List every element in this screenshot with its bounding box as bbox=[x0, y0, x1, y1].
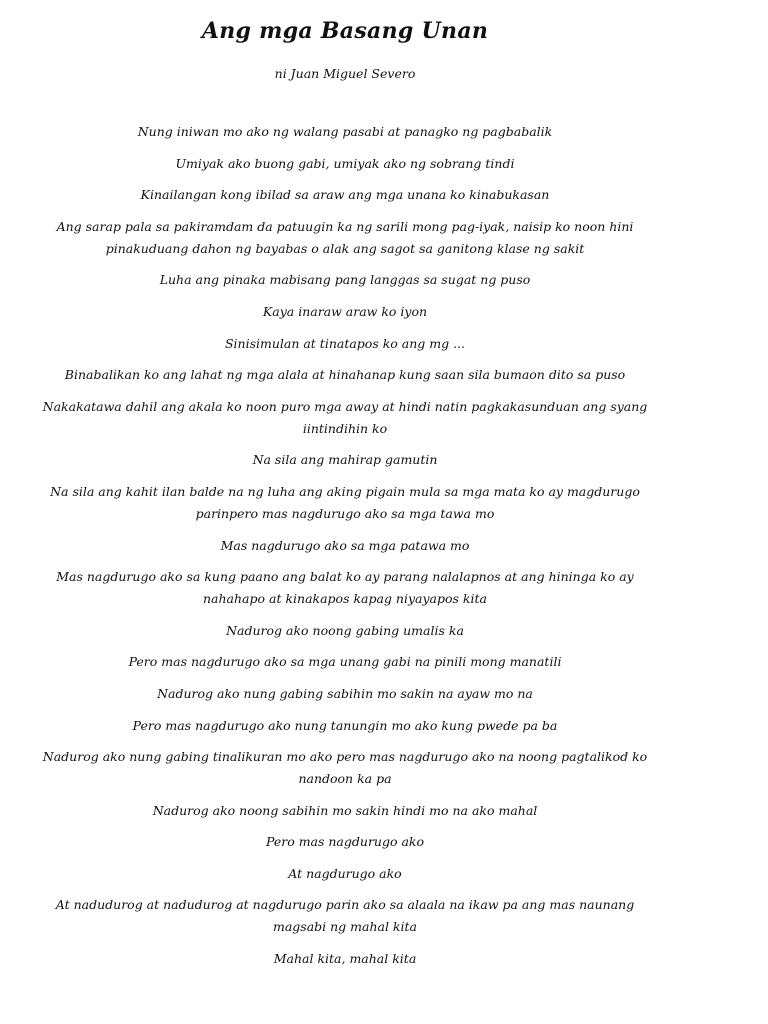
poem-line: Kinailangan kong ibilad sa araw ang mga unana ko kinabukasan bbox=[140, 187, 550, 203]
poem-line: Nung iniwan mo ako ng walang pasabi at panagko ng pagbabalik bbox=[137, 124, 553, 139]
poem-line: Nakakatawa dahil ang akala ko noon puro mga away at hindi natin pagkakasunduan ang syang iintindihin ko bbox=[42, 398, 648, 436]
poem-line: Mas nagdurugo ako sa kung paano ang balat ko ay parang nalalapnos at ang hininga ko ay nahahapo at kinakapos kapag niyayapos kita bbox=[56, 569, 634, 607]
poem-line: Kaya inaraw araw ko iyon bbox=[262, 303, 428, 319]
poem-line: Luha ang pinaka mabisang pang langgas sa sugat ng puso bbox=[159, 272, 531, 288]
poem-line: Sinisimulan at tinatapos ko ang mg ... bbox=[224, 335, 466, 351]
poem-byline: ni Juan Miguel Severo bbox=[274, 66, 416, 81]
poem-line: Nadurog ako noong gabing umalis ka bbox=[226, 622, 464, 638]
poem-line: Pero mas nagdurugo ako bbox=[265, 834, 425, 850]
poem-line: Pero mas nagdurugo ako nung tanungin mo ako kung pwede pa ba bbox=[132, 717, 558, 733]
poem-line: At nagdurugo ako bbox=[288, 865, 402, 881]
poem-line: Na sila ang kahit ilan balde na ng luha ang aking pigain mula sa mga mata ko ay magdurugo parinpero mas nagdurugo ako sa mga tawa mo bbox=[50, 483, 640, 521]
poem-line: Umiyak ako buong gabi, umiyak ako ng sobrang tindi bbox=[175, 155, 515, 171]
poem-line: Nadurog ako nung gabing tinalikuran mo ako pero mas nagdurugo ako na noong pagtalikod ko nandoon ka pa bbox=[42, 749, 648, 787]
poem-line: Ang sarap pala sa pakiramdam da patuugin ka ng sarili mong pag-iyak, naisip ko noon hini pinakuduang dahon ng bayabas o alak ang sagot sa ganitong klase ng sakit bbox=[56, 218, 634, 256]
poem-line: Nadurog ako nung gabing sabihin mo sakin na ayaw mo na bbox=[157, 685, 533, 701]
poem-line: At nadudurog at nadudurog at nagdurugo parin ako sa alaala na ikaw pa ang mas naunang magsabi ng mahal kita bbox=[55, 897, 635, 935]
poem-line: Binabalikan ko ang lahat ng mga alala at hinahanap kung saan sila bumaon dito sa puso bbox=[64, 367, 626, 383]
poem-line: Mahal kita, mahal kita bbox=[273, 951, 417, 967]
poem-title: Ang mga Basang Unan bbox=[201, 18, 489, 44]
poem-line: Pero mas nagdurugo ako sa mga unang gabi na pinili mong manatili bbox=[128, 654, 562, 670]
poem-line: Na sila ang mahirap gamutin bbox=[252, 452, 438, 468]
poem-line: Mas nagdurugo ako sa mga patawa mo bbox=[220, 537, 470, 553]
poem-body bbox=[38, 121, 652, 980]
poem-line: Nadurog ako noong sabihin mo sakin hindi mo na ako mahal bbox=[152, 802, 538, 818]
